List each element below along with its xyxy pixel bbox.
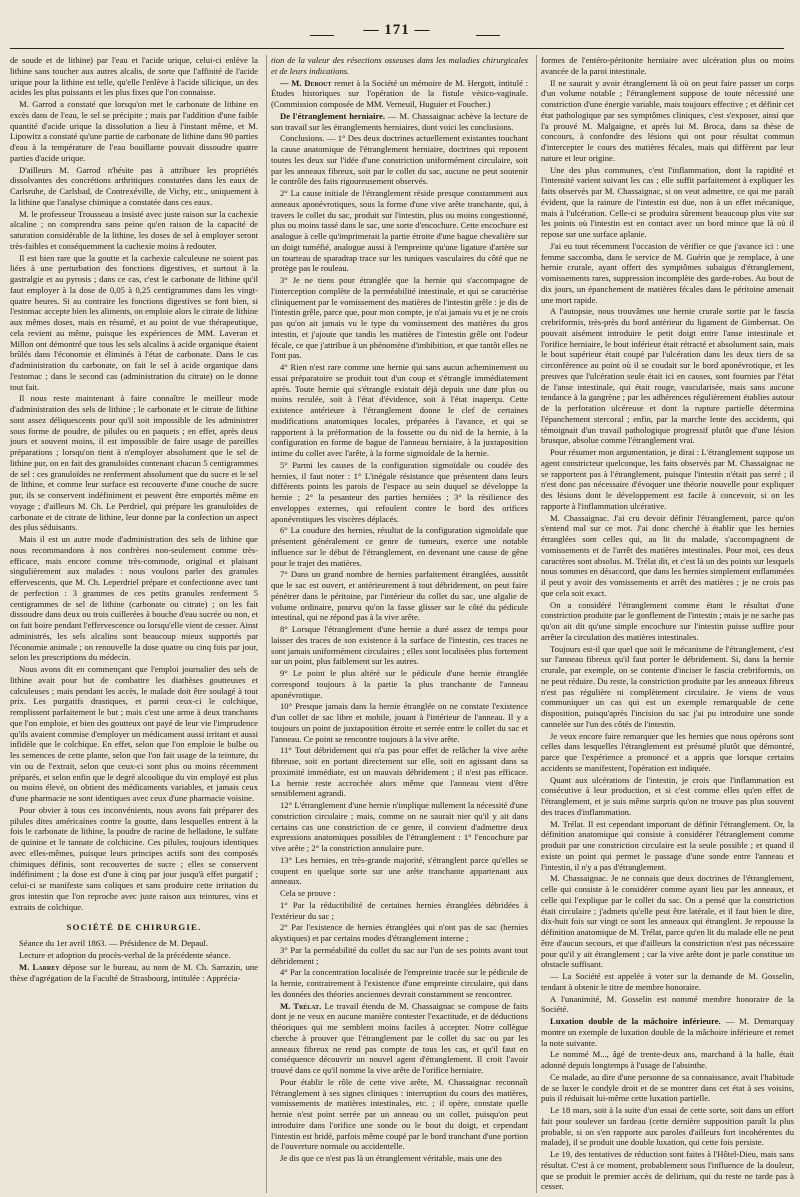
paragraph: M. Chassaignac. Je ne connais que deux doctrines de l'étranglement, celle qui consiste à le considérer comme ayant lieu par les anneaux, et celle qui l'explique par le collet du sac. On a pensé que la constriction était circulaire ; j'admets qu'elle peut être latérale, et il faut bien le dire, dix-huit fois sur vingt ce sont les anneaux qui étranglent. Je repousse la définition anatomique de M. Trélat, parce qu'en lit du malade elle ne peut être d'aucun secours, et que d'ailleurs la constriction n'est pas nécessaire pour qu'il y ait étranglement ; car la vive arête dont je parle constitue un obstacle suffisant. <box>541 873 794 970</box>
subsection-heading: Luxation double de la mâchoire inférieure. <box>550 1016 721 1026</box>
paragraph: tion de la valeur des résections osseuses dans les maladies chirurgicales et de leurs indications. <box>271 55 528 76</box>
minutes-line: Lecture et adoption du procès-verbal de la précédente séance. <box>19 950 231 960</box>
speaker-text: Le travail étendu de M. Chassaignac se compose de faits dont je ne veux en aucune manière contester l'exactitude, et de déductions théoriques qui me semblent moins faciles à accepter. Notre collègue cherche à prouver que l'étranglement par le collet du sac ou par les anneaux fibreux ne rend pas compte de tous les cas, et qu'il faut en conséquence découvrir un nouvel agent d'étranglement. Il croit l'avoir trouvé dans ce qu'il nomme la vive arête de l'orifice herniaire. <box>271 1000 528 1075</box>
paragraph: 3° Par la perméabilité du collet du sac sur l'un de ses points avant tout débridement ; <box>271 944 528 966</box>
paragraph: Pour obvier à tous ces inconvénients, nous avons fait préparer des pilules dites américaines contre la goutte, dans lesquelles entrent à la fois le carbonate de lithine, la poudre de racine de belladone, le sulfate de quinine et le tannate de colchicine. Ces pilules, toujours identiques avec elles-mêmes, puisque leurs principes actifs sont des composés chimiques définis, sont recouvertes de sucre ; elles se conservent indéfiniment ; la dose est d'une à cinq par jour jusqu'à effet purgatif ; celui-ci se manifeste sans coliques et sans produire cette irritation du gros intestin que l'on reproche avec juste raison aux teintures, vins et extraits de colchique. <box>10 804 258 912</box>
paragraph: 2° La cause initiale de l'étranglement réside presque constamment aux anneaux aponévrotiques, sous la forme d'une vive arête tranchante, qui, à travers le collet du sac, produit sur l'intestin, plus ou moins congestionné, plus ou moins tassé dans le sac, une sorte d'encochure. Cette encochure est analogue à celle qu'imprimerait la partie étroite d'une bague chevalière sur un doigt tuméfié, analogue aussi à l'empreinte qu'une ligature d'artère sur un tourteau de sparadrap trace sur les tuniques vasculaires du côté que ne protège pas le rouleau. <box>271 188 528 274</box>
paragraph: Il est bien rare que la goutte et la cachexie calculeuse ne soient pas liées à une perturbation des fonctions digestives, et surtout à la gastralgie et au pyrosis ; dans ce cas, c'est le carbonate de lithine qu'il faut employer à la dose de 0,05 à 0,25 centigrammes dans les vingt-quatre heures. Si au contraire les fonctions digestives se font bien, si l'estomac accepte bien les aliments, on emploie alors le citrate de lithine aux mêmes doses, mais en résumé, et au point de vue thérapeutique, cela revient au même, puisque les expériences de MM. Laveran et Millon ont démontré que tous les sels alcalins à acide organique étaient brûlés dans l'économie et éliminés à l'état de carbonate. Dans le cas d'administration du carbonate, on fait le sel à acide organique dans l'estomac ; dans le second cas (administration du citrate) on le donne tout fait. <box>10 252 258 392</box>
paragraph: 10° Presque jamais dans la hernie étranglée on ne constate l'existence d'un collet de sac libre et mobile, jouant à l'intérieur de l'anneau. Il y a toujours un point de juxtaposition étroite et serrée entre le collet du sac et l'anneau. Ce point se rencontre toujours à la vive arête. <box>271 701 528 744</box>
paragraph: Toujours est-il que quel que soit le mécanisme de l'étranglement, c'est sur l'anneau fibreux qu'il faut porter le débridement. Si, dans la hernie crurale, par exemple, on se contente d'inciser le fascia crebriformis, on ne peut réduire. Du reste, la constriction produite par les anneaux fibreux n'est pas régulière ni complètement circulaire. Je viens de vous communiquer un cas qui est un exemple remarquable de cette disposition, puisqu'après l'incision du sac j'ai pu introduire une sonde cannelée sur l'un des côtés de l'intestin. <box>541 643 794 729</box>
speaker-text: dépose sur le bureau, au nom de M. Ch. Sarrazin, une thèse d'agrégation de la Faculté de Strasbourg, intitulée : Apprécia- <box>10 961 258 983</box>
paragraph: 4° Rien n'est rare comme une hernie qui sans aucun acheminement ou essai préparatoire se produit tout d'un coup et s'étrangle immédiatement après. Toute hernie qui s'étrangle existait déjà depuis une date plus ou moins reculée, soit à l'état d'évidence, soit à l'état inaperçu. Cette existence antérieure à l'étranglement donne le clef de certaines modifications anatomiques locales, préparées à l'avance, et qui se rapportent à la préformation de la fossette ou du nid de la hernie, à la configuration en forme de bague de l'anneau herniaire, à la juxtaposition intime du collet avec l'arête, à la forme sigmoïdale de la hernie. <box>271 362 528 458</box>
paragraph: A l'unanimité, M. Gosselin est nommé membre honoraire de la Société. <box>541 993 794 1015</box>
paragraph: M. Garrod a constaté que lorsqu'on met le carbonate de lithine en excès dans de l'eau, le sel se précipite ; mais par l'addition d'une faible quantité d'acide urique la dissolution a lieu à l'instant même, et M. Lipowitz a constaté qu'une partie de carbonate de lithine dans 90 parties d'eau à la température de l'eau bouillante pouvait dissoudre quatre parties d'acide urique. <box>10 99 258 163</box>
column-2 <box>266 55 528 1193</box>
speaker-name: — M. Debout <box>280 77 332 88</box>
luxation-paragraph <box>541 1016 794 1048</box>
paragraph: 2° Par l'existence de hernies étranglées qui n'ont pas de sac (hernies akystiques) et par certains modes d'étranglement interne ; <box>271 922 528 943</box>
paragraph: Je veux encore faire remarquer que les hernies que nous opérons sont celles dans lesquelles l'étranglement est présumé plutôt que démontré, parce que l'expérience a prononcé et a appris que lorsque certains accidents se manifestent, l'opération est indiquée. <box>541 730 794 773</box>
column-3 <box>536 55 794 1193</box>
running-head <box>10 22 784 48</box>
paragraph: — La Société est appelée à voter sur la demande de M. Gosselin, tendant à obtenir le titre de membre honoraire. <box>541 971 794 992</box>
paragraph: Le nommé M..., âgé de trente-deux ans, marchand à la halle, était adonné depuis longtemps à l'usage de l'absinthe. <box>541 1049 794 1070</box>
paragraph: 3° Je ne tiens pour étranglée que la hernie qui s'accompagne de l'interception complète de la perméabilité intestinale, et qui se caractérise cliniquement par le vomissement des matières de l'intestin grêle : je dis de l'intestin grêle, parce que, pour mon compte, je n'ai jamais vu et je ne crois pas qu'on ait jamais vu le type du vomissement des matières du gros intestin, et j'ajoute que tandis les matières de l'intestin grêle ont l'odeur fécale, ce que j'attribue à un phénomène d'imbibition, et que tantôt elles ne l'ont pas. <box>271 275 528 361</box>
paragraph: 12° L'étranglement d'une hernie n'implique nullement la nécessité d'une constriction circulaire ; mais, comme on ne saurait nier qu'il y ait dans certains cas une constriction de ce genre, il convient d'admettre deux expressions anatomiques possibles de l'étranglement : 1° l'encochure par vive arête ; 2° la constriction annulaire pure. <box>271 800 528 853</box>
paragraph: Conclusions. — 1° Des deux doctrines actuellement existantes touchant la cause anatomique de l'étranglement herniaire, doctrines qui reposent toutes les deux sur l'idée d'une constriction uniformément circulaire, soit par les anneaux fibreux, soit par le collet du sac, aucune ne peut soutenir le contrôle des faits rigoureusement observés. <box>271 133 528 187</box>
speaker-name: M. Trélat. <box>280 1000 322 1011</box>
header-rule <box>10 48 784 49</box>
paragraph: M. Trélat. Il est cependant important de définir l'étranglement. Or, la définition anatomique qui consiste à considérer l'étranglement comme produit par une constriction circulaire est la seule possible ; et quand il existe un point qui permet le passage d'une sonde entre l'anneau et l'intestin, il n'y a pas d'étranglement. <box>541 818 794 872</box>
page-number: — 171 — <box>363 22 431 38</box>
paragraph: Nous avons dit en commençant que l'emploi journalier des sels de lithine avait pour but de combattre les diathèses goutteuses et calculeuses ; mais pendant les accès, le malade doit être soulagé à tout prix. Les purgatifs drastiques, et parmi ceux-ci le colchique, remplissent parfaitement le but ; mais c'est une arme à deux tranchants que l'on emploie, et bien des goutteux ont payé de leur vie l'imprudence qu'ils avaient commise d'employer un médicament aussi irritant et aussi infidèle que le colchique. En effet, selon que l'on emploie le bulbe ou les semences de cette plante, selon que l'on fait usage de la teinture, du vin ou de l'extrait, selon que ceux-ci sont plus ou moins récemment préparés, et selon enfin que le degré alcoolique du vin employé est plus ou moins élevé, on obtient des médicaments variables, et jamais ceux d'une pharmacie ne sont identiques avec ceux d'une pharmacie voisine. <box>10 664 258 803</box>
paragraph: Cela se prouve : <box>280 888 336 898</box>
subsection-lead: — M. Demarquay montre un exemple de luxation double de la mâchoire inférieure et remet la note suivante. <box>541 1016 794 1048</box>
section-title: SOCIÉTÉ DE CHIRURGIE. <box>66 922 202 933</box>
paragraph: 6° La coudure des hernies, résultat de la configuration sigmoïdale que présentent généralement ce genre de tumeurs, exerce une notable influence sur le début de l'étranglement, en devenant une cause de gêne pour le trajet des matières. <box>271 525 528 568</box>
paragraph: D'ailleurs M. Garrod n'hésite pas à attribuer les propriétés dissolvantes des concrétions arthritiques constatées dans les eaux de Carlsruhe, de Carlsbad, de Contrexéville, de Vichy, etc., uniquement à la lithine que l'analyse chimique a constatée dans ces eaux. <box>10 164 258 207</box>
paragraph: Il ne saurait y avoir étranglement là où on peut faire passer un corps d'un volume notable ; l'étranglement suppose de toute nécessité une constriction d'une énergie variable, mais toujours effective ; et définir cet état pathologique par ses symptômes cliniques, c'est s'exposer, ainsi que l'a prouvé M. Malgaigne, et après lui M. Broca, dans sa thèse de concours, à confondre des lésions qui ont pour résultat commun d'intercepter le cours des matières fécales, mais qui diffèrent par leur nature et leur origine. <box>541 77 794 163</box>
column-1 <box>10 55 258 1193</box>
subsection-lead: — M. Chassaignac achève la lecture de son travail sur les étranglements herniaires, dont voici les conclusions. <box>271 110 529 132</box>
subsection-heading: De l'étranglement herniaire. <box>280 110 386 121</box>
paragraph: M. Chassaignac. J'ai cru devoir définir l'étranglement, parce qu'on s'entend mal sur ce mot. J'ai donc cherché à établir que les hernies étranglées sont celles qui, au lit du malade, s'accompagnent de vomissements et de l'arrêt des matières intestinales. Pour moi, ces deux caractères sont absolus. M. Trélat dit, et c'est là un des points sur lesquels nous sommes en désaccord, que dans les hernies simplement enflammées il peut y avoir des vomissements et arrêt des matières ; je ne crois pas que cela soit exact. <box>541 512 794 598</box>
trelat-paragraph <box>271 1001 528 1076</box>
paragraph: 11° Tout débridement qui n'a pas pour effet de relâcher la vive arête fibreuse, soit en portant directement sur elle, soit en agissant dans sa proximité immédiate, est un mauvais débridement ; il n'est pas efficace. La hernie reste accrochée alors même que l'anneau vient d'être sensiblement agrandi. <box>271 745 528 799</box>
paragraph: Mais il est un autre mode d'administration des sels de lithine que nous recommandons à nos confrères non-seulement comme très-efficace, mais encore comme très-commode, original et plaisant singulièrement aux malades : nous voulons parler des granules effervescents, que M. Ch. Leperdriel prépare et confectionne avec tant de perfection : 3 grammes de ces petits granules renferment 5 centigrammes de sel de lithine (carbonate ou citrate) ; on les fait dissoudre dans deux ou trois cuillerées à bouche d'eau sucrée ou non, et on fait boire pendant l'effervescence ou lorsqu'elle vient de cesser. Ainst administrés, les sels alcalins sont beaucoup mieux supportés par l'économie animale ; on renouvelle la dose quatre ou cinq fois par jour, selon les prescriptions du médecin. <box>10 534 258 663</box>
paragraph: Pour résumer mon argumentation, je dirai : L'étranglement suppose un agent constricteur quelconque, les faits observés par M. Chassaignac ne se rapportent pas à l'étranglement, puisque l'intestin n'était pas serré ; il n'est donc pas nécessaire d'évoquer une théorie nouvelle pour expliquer des lésions dont le développement est facile à concevoir, si on les rapporte à l'inflammation ulcérative. <box>541 447 794 511</box>
paragraph: Quant aux ulcérations de l'intestin, je crois que l'inflammation est consécutive à leur production, et si c'est comme elles qu'en effet de l'étranglement, et je suis même surpris qu'on ne trouve pas plus souvent des traces d'inflammation. <box>541 774 794 817</box>
text-columns <box>10 55 794 1193</box>
larrey-paragraph <box>10 962 258 984</box>
paragraph: Le 18 mars, soit à la suite d'un essai de cette sorte, soit dans un effort fait pour soulever un fardeau (cette dernière supposition paraît la plus probable, si on s'en rapporte aux paroles d'ailleurs fort incohérentes du malade), il se produit une double luxation, qui cette fois persiste. <box>541 1105 794 1148</box>
paragraph: On a considéré l'étranglement comme étant le résultat d'une constriction produite par le gonflement de l'intestin ; mais je ne sache pas qu'on ait dit qu'une simple encochure sur l'intestin puisse suffire pour arrêter la circulation des matières intestinales. <box>541 599 794 642</box>
paragraph: Une des plus communes, c'est l'inflammation, dont la rapidité et l'intensité varient suivant les cas ; elle suffit parfaitement à expliquer les faits observés par M. Chassaignac, si on veut admettre, ce qui me paraît évident, que la rainure de l'intestin est due, non à un effet mécanique, mais à l'ulcération. Celle-ci se produira sûrement beaucoup plus vite sur les points où l'intestin est en contact avec un bord mince que là où il repose sur une surface aplanie. <box>541 164 794 239</box>
paragraph: J'ai eu tout récemment l'occasion de vérifier ce que j'avance ici : une femme saccomba, dans le service de M. Guérin que je remplace, à une hernie crurale, ayant offert des symptômes subaigus d'étranglement, vomissements rares, suppression incomplète des garde-robes. Au bout de dix jours, un épanchement de matières fécales dans le péritoine amenait une mort rapide. <box>541 240 794 305</box>
speaker-name: M. Larrey <box>19 961 60 972</box>
paragraph: Je dis que ce n'est pas là un étranglement véritable, mais une des <box>280 1153 502 1163</box>
paragraph: Ce malade, au dire d'une personne de sa connaissance, avait l'habitude de se luxer le condyle droit et de se montrer dans cet état à ses voisins, puis il réduisait lui-même cette luxation partielle. <box>541 1071 794 1104</box>
paragraph: 8° Lorsque l'étranglement d'une hernie a duré assez de temps pour laisser des traces de son existence à la surface de l'intestin, ces traces ne sont jamais uniformément circulaires ; elles sont localisées plus fortement sur un point, plus faiblement sur les autres. <box>271 624 528 667</box>
hernie-paragraph <box>271 111 528 133</box>
paragraph: Pour établir le rôle de cette vive arête, M. Chassaignac reconnaît l'étranglement à ses signes cliniques : interruption du cours des matières, vomissements de matières intestinales, etc. ; il opère, constate quelle hernie n'est point serrée par un anneau ou un collet, puisqu'on peut introduire dans l'orifice une sonde ou le bout du doigt, et cependant l'intestin est bridé, parfois même coupé par le bord tranchant d'une portion de l'ouverture normale ou accidentelle. <box>271 1076 528 1152</box>
paragraph: M. le professeur Trousseau a insisté avec juste raison sur la cachexie alcaline ; on comprendra sans peine qu'en raison de la capacité de saturation considérable de la lithine, les doses de sel à employer seront très-faibles et conséquemment la cachexie moins à redouter. <box>10 208 258 251</box>
paragraph: Il nous reste maintenant à faire connaître le meilleur mode d'administration des sels de lithine ; le carbonate et le citrate de lithine sont assez déliquescents pour qu'il soit impossible de les administrer sous forme de poudre, de pilules ou en paquets ; en effet, après deux jours et souvent moins, il est impossible de faire usage de pareilles préparations ; lorsqu'on tient à n'employer absolument que le sel de lithine pur, on en fait des granuloïdes contenant chacun 5 centigrammes de sel : ces granuloïdes ne renferment absolument que du sucre et le sel de lithine, et comme leur surface est recouverte d'une couche de sucre pur, ils se conservent indéfiniment et peuvent être emportés même en voyage ; d'ailleurs M. Ch. Le Perdriel, qui prépare les granuloïdes de carbonate et de citrate de lithine, leur donne par la confection un aspect des plus séduisants. <box>10 393 258 533</box>
paragraph: Le 19, des tentatives de réduction sont faites à l'Hôtel-Dieu, mais sans résultat. C'est à ce moment, probablement sous l'influence de la douleur, que se produit le premier accès de delirium, qui du reste ne tarde pas à cesser. <box>541 1149 794 1192</box>
speaker-text: remet à la Société un mémoire de M. Hergott, intitulé : Études historiques sur l'opération de la fistule vésico-vaginale. (Commission composée de MM. Verneuil, Huguier et Foucher.) <box>271 77 528 109</box>
paragraph: formes de l'entéro-péritonite herniaire avec ulcération plus ou moins avancée de la paroi intestinale. <box>541 55 794 76</box>
paragraph: de soude et de lithine) par l'eau et l'acide urique, celui-ci enlève la lithine sans toucher aux autres alcalis, de sorte que l'affinité de l'acide urique pour la lithine est telle, qu'elle l'enlève à l'acide silicique, un des acides les plus puissants et les plus fixes que l'on connaisse. <box>10 55 258 98</box>
paragraph: 13° Les hernies, en très-grande majorité, s'étranglent parce qu'elles se coupent en quelque sorte sur une arête tranchante appartenant aux anneaux. <box>271 854 528 887</box>
paragraph: 5° Parmi les causes de la configuration sigmoïdale ou coudée des hernies, il faut noter : 1° L'inégale résistance que présentent dans leurs différents points les parois de l'espace au sein duquel se développe la hernie ; 2° la pesanteur des parties herniées ; 3° la résilience des enveloppes externes, qui refoulent contre le bord des orifices aponévrotiques les viscères déplacés. <box>271 459 528 524</box>
paragraph: 1° Par la réductibilité de certaines hernies étranglées débridées à l'extérieur du sac ; <box>271 899 528 921</box>
debout-paragraph <box>271 78 528 110</box>
paragraph: A l'autopsie, nous trouvâmes une hernie crurale sortie par le fascia crebriformis, très-près du bord antérieur du ligament de Gimbernat. On pouvait aisément introduire le petit doigt entre l'anse intestinale et l'orifice herniaire, le bout inférieur était rétracté et absolument sain, mais le bout supérieur était coupé par l'ulcération dans les deux tiers de sa circonférence au point où il se coudait sur le bord aponévrotique, et les preuves que l'ulcération seule était ici en causes, sont fournies par l'état de l'anse intestinale, qui était rouge, vascularisée, mais sans aucune tendance à la gangrène ; par les adhérences régulièrement établies autour de la perforation ulcéreuse et dont la rupture partielle détermina l'épanchement stercoral ; enfin, par la marche lente des accidents, qui témoignait d'un travail pathologique progressif plutôt que d'une lésion brusque, absolue comme l'étranglement vrai. <box>541 306 794 446</box>
paragraph: 4° Par la concentration localisée de l'empreinte tracée sur le pédicule de la hernie, contrairement à l'existence d'une empreinte circulaire, qui dans les données des théories anciennes devrait constamment se rencontrer. <box>271 967 528 999</box>
paragraph: 9° Le point le plus altéré sur le pédicule d'une hernie étranglée correspond toujours à la partie la plus tranchante de l'anneau aponévrotique. <box>271 668 528 700</box>
session-line: Séance du 1er avril 1863. — Présidence de M. Depaul. <box>19 938 209 949</box>
head-dash-right <box>476 35 500 36</box>
paragraph: 7° Dans un grand nombre de hernies parfaitement étranglées, aussitôt que le sac est ouvert, et antérieurement à tout débridement, on peut faire pénétrer dans le péritoine, par l'intérieur du collet du sac, une algalie de volume ordinaire, pourvu qu'on la fasse glisser sur le côté du pédicule intestinal, qui ne répond pas à la vive arête. <box>271 569 528 623</box>
